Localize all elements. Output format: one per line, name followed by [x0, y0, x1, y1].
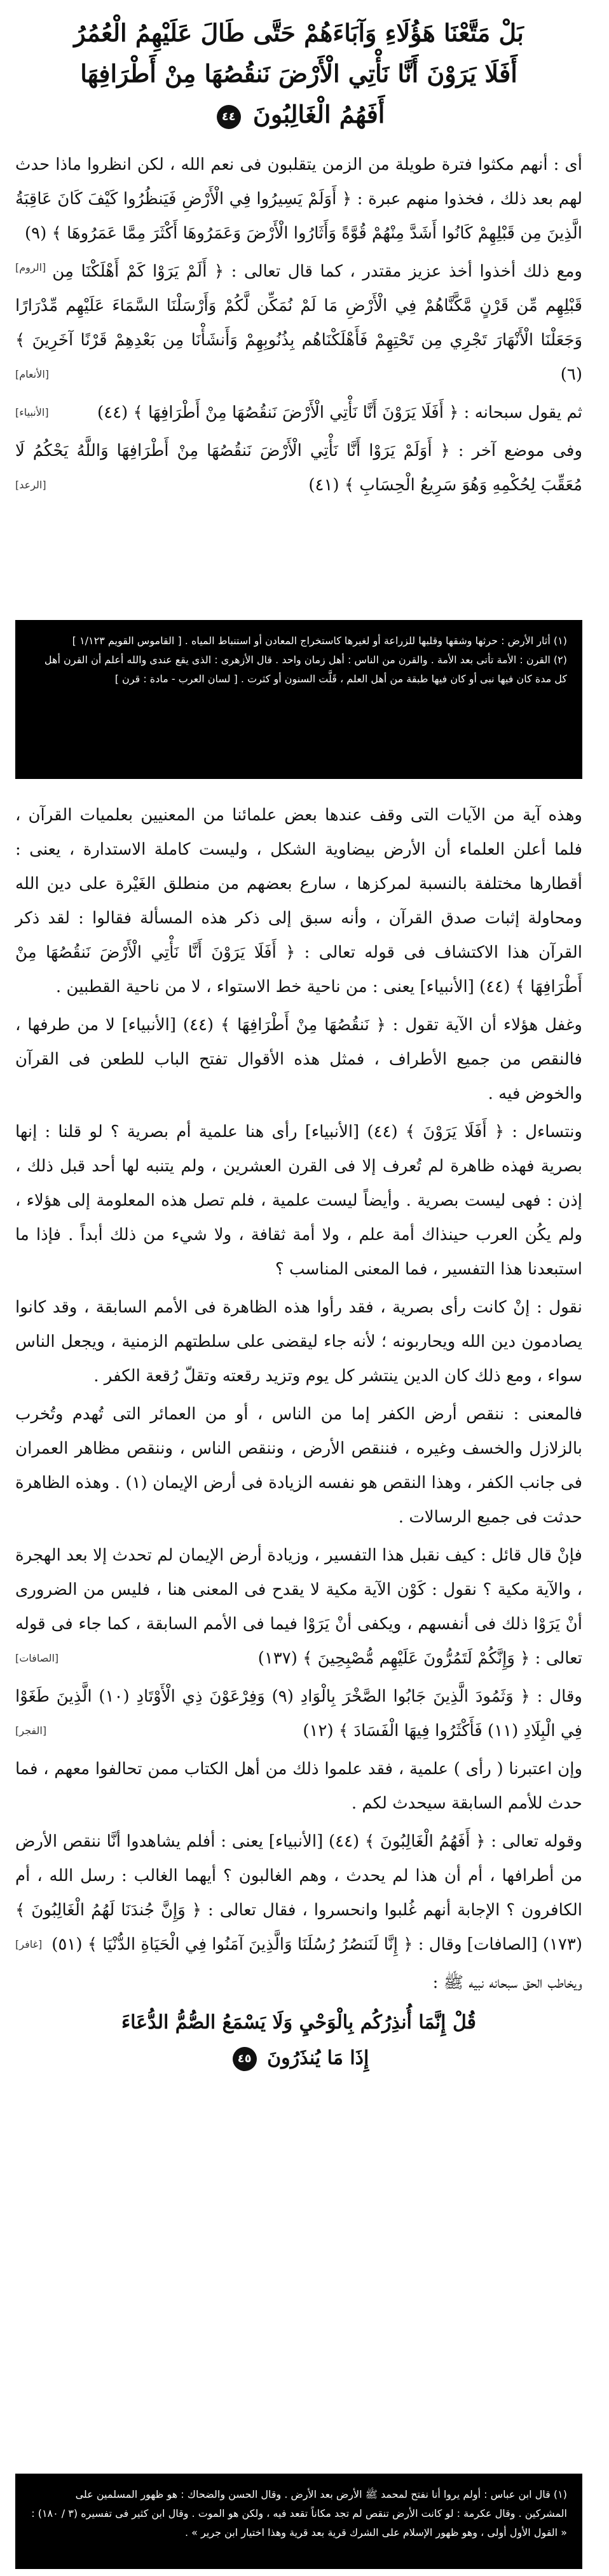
paragraph-text: فالمعنى : ننقص أرض الكفر إما من الناس ، أو من العمائر التى تُهدم وتُخرب بالزلازل والخسف وغيره ، فننقص الأرض ، وننقص الناس ، وننقص مظاهر العمران فى جانب الكفر ، وهذا النقص هو نفسه الزيادة فى أرض الإيمان (١) . وهذه الظاهرة حدثت فى جميع الرسالات .: [15, 1405, 582, 1527]
page-2: [15, 798, 582, 2076]
surah-reference: [الرعد]: [15, 479, 46, 491]
paragraph: [15, 1679, 582, 1748]
verse-line: قُلْ إِنَّمَا أُنذِرُكُم بِالْوَحْيِ وَلَا يَسْمَعُ الصُّمُّ الدُّعَاءَ: [121, 2011, 477, 2034]
paragraph: [15, 148, 582, 273]
surah-reference: [غافر]: [15, 1938, 43, 1950]
paragraph: [15, 1290, 582, 1393]
paragraph: [15, 1008, 582, 1111]
verse-line-text: أَفَهُمُ الْغَالِبُونَ: [252, 100, 385, 128]
verse-line: [15, 94, 582, 135]
paragraph: [15, 1538, 582, 1676]
verse-line: بَلْ مَتَّعْنَا هَؤُلَاءِ وَآبَاءَهُمْ حَتَّى طَالَ عَلَيْهِمُ الْعُمُرُ: [74, 18, 524, 47]
paragraph: [15, 254, 582, 392]
verse-header: [15, 2005, 582, 2076]
paragraph: [15, 1397, 582, 1534]
verse-line: [15, 2041, 582, 2076]
verse-number-badge: ٤٤: [217, 105, 241, 129]
paragraph: [15, 396, 582, 430]
footnote: (١) أثار الأرض : حرثها وشقها وقلبها للزراعة أو لغيرها كاستخراج المعادن أو استنباط المياه . [ القاموس القويم ١/١٢٣ ]: [72, 635, 567, 647]
paragraph-text: نقول : إنْ كانت رأى بصرية ، فقد رأوا هذه الظاهرة فى الأمم السابقة ، وقد كانوا يصادمون دين الله ويحاربونه ؛ لأنه جاء ليقضى على سلطتهم الزمنية ، ويجعل الناس سواء ، ومع ذلك كان الدين ينتشر كل يوم وتزيد رقعته وتقلّ رُقعة الكفر .: [15, 1298, 582, 1386]
paragraph: [15, 798, 582, 1004]
paragraph-text: وقال : ﴿ وَثَمُودَ الَّذِينَ جَابُوا الصَّخْرَ بِالْوَادِ (٩) وَفِرْعَوْنَ ذِي الْأَوْتَادِ (١٠) الَّذِينَ طَغَوْا فِي الْبِلَادِ (١١) فَأَكْثَرُوا فِيهَا الْفَسَادَ ﴾ (١٢): [15, 1687, 582, 1740]
paragraph-text: فإنْ قال قائل : كيف نقبل هذا التفسير ، وزيادة أرض الإيمان لم تحدث إلا بعد الهجرة ، والآية مكية ؟ نقول : كَوْن الآية مكية لا يقدح فى المعنى هنا ، فليس من الضرورى أنْ يَرَوْا ذلك فى أنفسهم ، ويكفى أنْ يَرَوْا فيما فى الأمم السابقة ، كما جاء فى قوله تعالى : ﴿ وَإِنَّكُمْ لَتَمُرُّونَ عَلَيْهِم مُّصْبِحِينَ ﴾ (١٣٧): [15, 1546, 582, 1668]
footnotes-page-2: [15, 2474, 582, 2569]
footnote: (١) قال ابن عباس : أولم يروا أنا نفتح لمحمد ﷺ الأرض بعد الأرض . وقال الحسن والضحاك : هو ظهور المسلمين على المشركين . وقال عكرمة : لو كانت الأرض تنقص لم تجد مكاناً تقعد فيه ، ولكن هو الموت . وقال ابن كثير فى تفسيره (٣ / ١٨٠) : « القول الأول أولى ، وهو ظهور الإسلام على الشرك قرية بعد قرية وهذا اختيار ابن جرير » .: [31, 2488, 567, 2538]
paragraph-text: وقوله تعالى : ﴿ أَفَهُمُ الْغَالِبُونَ ﴾ (٤٤) [الأنبياء] يعنى : أفلم يشاهدوا أنَّا ننقص الأرض من أطرافها ، أم أن هذا لم يحدث ، وهم الغالبون ؟ أيهما الغالب : رسل الله ، أم الكافرون ؟ الإجابة أنهم غُلبوا وانحسروا ، فقال تعالى : ﴿ وَإِنَّ جُندَنَا لَهُمُ الْغَالِبُونَ ﴾ (١٧٣) [الصافات] وقال : ﴿ إِنَّا لَنَنصُرُ رُسُلَنَا وَالَّذِينَ آمَنُوا فِي الْحَيَاةِ الدُّنْيَا ﴾ (٥١): [15, 1832, 583, 1954]
surah-reference: [الأنعام]: [15, 368, 50, 380]
paragraph-text: وغفل هؤلاء أن الآية تقول : ﴿ نَنقُصُهَا مِنْ أَطْرَافِهَا ﴾ (٤٤) [الأنبياء] لا من طرفها ، فالنقص من جميع الأطراف ، فمثل هذه الأقوال تفتح الباب للطعن فى القرآن والخوض فيه .: [15, 1016, 582, 1103]
paragraph: [15, 1824, 582, 1962]
footnotes-page-1: [15, 620, 582, 779]
paragraph-text: أى : أنهم مكثوا فترة طويلة من الزمن يتقلبون فى نعم الله ، لكن انظروا ماذا حدث لهم بعد ذلك ، فخذوا منهم عبرة : ﴿ أَوَلَمْ يَسِيرُوا فِي الْأَرْضِ فَيَنظُرُوا كَيْفَ كَانَ عَاقِبَةُ الَّذِينَ مِن قَبْلِهِمْ كَانُوا أَشَدَّ مِنْهُمْ قُوَّةً وَأَثَارُوا الْأَرْضَ وَعَمَرُوهَا أَكْثَرَ مِمَّا عَمَرُوهَا ﴾ (٩): [15, 155, 582, 243]
surah-reference: [الأنبياء]: [15, 406, 49, 418]
paragraph: [15, 1752, 582, 1821]
footnote: (٢) القرن : الأمة تأتى بعد الأمة . والقرن من الناس : أهل زمان واحد . قال الأزهرى : الذى يقع عندى والله أعلم أن القرن أهل كل مدة كان فيها نبى أو كان فيها طبقة من أهل العلم ، قَلَّت السنون أو كثرت . [ لسان العرب - مادة : قرن ]: [44, 654, 567, 685]
paragraph: [15, 1966, 582, 2000]
paragraph-text: ويخاطب الحق سبحانه نبيه ﷺ :: [432, 1973, 582, 1992]
surah-reference: [الروم]: [15, 261, 46, 273]
paragraph: [15, 1115, 582, 1286]
paragraph-text: وهذه آية من الآيات التى وقف عندها بعض علمائنا من المعنيين بعلميات القرآن ، فلما أعلن العلماء أن الأرض بيضاوية الشكل ، وليست كاملة الاستدارة ، يعنى : أقطارها مختلفة بالنسبة لمركزها ، سارع بعضهم من منطلق الغَيْرة على دين الله ومحاولة إثبات صدق القرآن ، وأنه سبق إلى ذكر هذه المسألة فقالوا : لقد ذكر القرآن هذا الاكتشاف فى قوله تعالى : ﴿ أَفَلَا يَرَوْنَ أَنَّا نَأْتِي الْأَرْضَ نَنقُصُهَا مِنْ أَطْرَافِهَا ﴾ (٤٤) [الأنبياء] يعنى : من ناحية خط الاستواء ، لا من ناحية القطبين .: [15, 806, 582, 996]
paragraph-text: وإن اعتبرنا ( رأى ) علمية ، فقد علموا ذلك من أهل الكتاب ممن تحالفوا معهم ، فما حدث للأمم السابقة سيحدث لكم .: [15, 1760, 582, 1813]
paragraph-text: ونتساءل : ﴿ أَفَلَا يَرَوْنَ ﴾ (٤٤) [الأنبياء] رأى هنا علمية أم بصرية ؟ لو قلنا : إنها بصرية فهذه ظاهرة لم تُعرف إلا فى القرن العشرين ، ولم يتنبه لها أحد قبل ذلك ، إذن : فهى ليست بصرية . وأيضاً ليست علمية ، فلم تصل هذه المعلومة إلى هؤلاء ، ولم يكُن العرب حينذاك أمة علم ، ولا أمة ثقافة ، ولا شيء من ذلك أبداً . فإذا ما استبعدنا هذا التفسير ، فما المعنى المناسب ؟: [15, 1122, 582, 1279]
surah-reference: [الصافات]: [15, 1652, 59, 1664]
paragraph-text: ثم يقول سبحانه : ﴿ أَفَلَا يَرَوْنَ أَنَّا نَأْتِي الْأَرْضَ نَنقُصُهَا مِنْ أَطْرَافِهَا ﴾ (٤٤): [97, 403, 582, 422]
surah-reference: [الفجر]: [15, 1725, 47, 1737]
verse-header: [15, 13, 582, 135]
verse-line-text: إِذَا مَا يُنذَرُونَ: [267, 2047, 369, 2069]
verse-line: أَفَلَا يَرَوْنَ أَنَّا نَأْتِي الْأَرْضَ نَنقُصُهَا مِنْ أَطْرَافِهَا: [80, 59, 517, 88]
page-1: [15, 13, 582, 506]
paragraph-text: وفى موضع آخر : ﴿ أَوَلَمْ يَرَوْا أَنَّا نَأْتِي الْأَرْضَ نَنقُصُهَا مِنْ أَطْرَافِهَا وَاللَّهُ يَحْكُمُ لَا مُعَقِّبَ لِحُكْمِهِ وَهُوَ سَرِيعُ الْحِسَابِ ﴾ (٤١): [15, 441, 582, 495]
paragraph-text: ومع ذلك أخذوا أخذ عزيز مقتدر ، كما قال تعالى : ﴿ أَلَمْ يَرَوْا كَمْ أَهْلَكْنَا مِن قَبْلِهِم مِّن قَرْنٍ مَّكَّنَّاهُمْ فِي الْأَرْضِ مَا لَمْ نُمَكِّن لَّكُمْ وَأَرْسَلْنَا السَّمَاءَ عَلَيْهِم مِّدْرَارًا وَجَعَلْنَا الْأَنْهَارَ تَجْرِي مِن تَحْتِهِمْ فَأَهْلَكْنَاهُم بِذُنُوبِهِمْ وَأَنشَأْنَا مِن بَعْدِهِمْ قَرْنًا آخَرِينَ ﴾ (٦): [15, 262, 582, 384]
paragraph: [15, 434, 582, 502]
verse-number-badge: ٤٥: [233, 2047, 257, 2071]
commentary: [15, 148, 582, 502]
